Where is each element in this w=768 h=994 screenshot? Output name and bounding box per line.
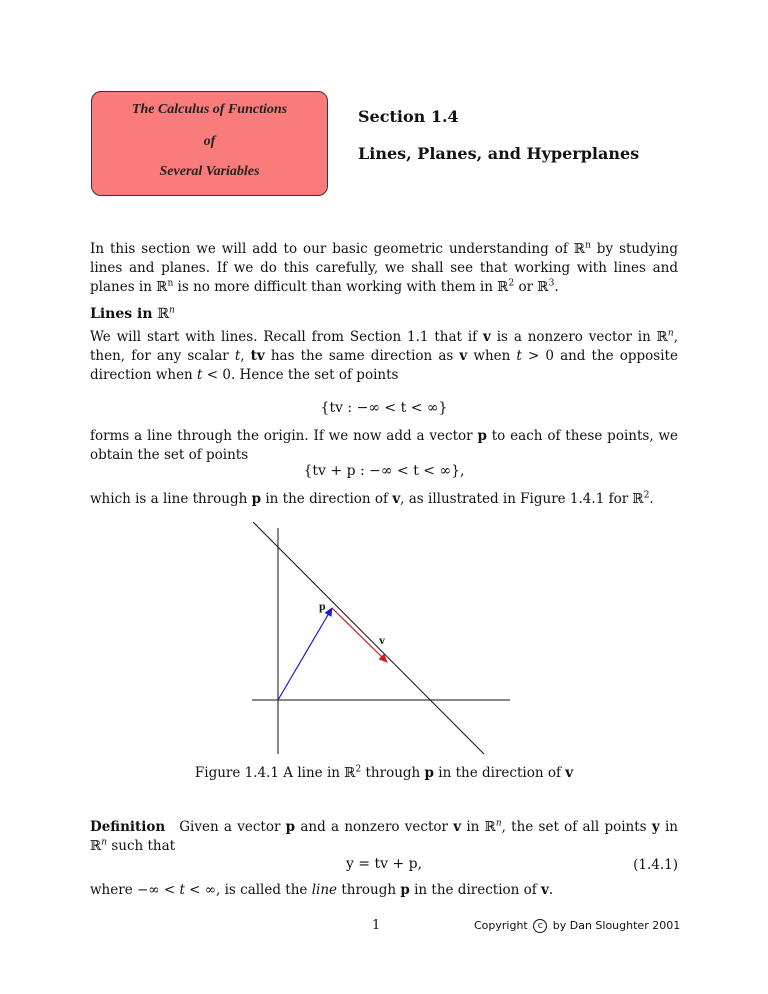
definition-paragraph: Definition Given a vector p and a nonzero vector v in ℝ$^n$, the set of all points y in ℝ$^n$ such that [90, 818, 678, 854]
section-title: Lines, Planes, and Hyperplanes [358, 144, 640, 163]
copyright-symbol: c [533, 919, 547, 933]
definition-label: Definition [90, 819, 166, 835]
set-equation-2: {tv + p : −∞ < t < ∞}, [303, 463, 465, 479]
figure-svg [240, 520, 530, 760]
figure-1-4-1 [240, 520, 530, 760]
title-box-line1: The Calculus of Functions [131, 102, 288, 117]
page-number: 1 [372, 918, 381, 933]
lines-heading: Lines in ℝ$^n$ [90, 305, 175, 322]
illustration-paragraph: which is a line through p in the direction of v, as illustrated in Figure 1.4.1 for ℝ$^2$. [90, 490, 654, 507]
label-v: v [379, 633, 385, 647]
equation-number: (1.4.1) [633, 857, 678, 873]
line-equation: y = tv + p, [345, 856, 423, 872]
section-number: Section 1.4 [358, 107, 459, 126]
set-equation-1: {tv : −∞ < t < ∞} [320, 400, 448, 416]
title-box-line3: Several Variables [159, 164, 260, 179]
intro-paragraph: In this section we will add to our basic geometric understanding of ℝ$^n$ by studying lines and planes. If we do this carefully, we shall see that working with lines and planes in ℝ$^n$ is no more difficult than working with them in ℝ$^2$ or ℝ$^3$. [90, 240, 678, 295]
label-p: p [319, 599, 326, 613]
lines-paragraph: We will start with lines. Recall from Section 1.1 that if v is a nonzero vector in ℝ$^n$, then, for any scalar t, tv has the same direction as v when t > 0 and the opposite direction when t < 0. Hence the set of points [90, 328, 678, 383]
figure-caption: Figure 1.4.1 A line in ℝ$^2$ through p in the direction of v [194, 764, 574, 781]
vector-p-arrow [278, 608, 332, 700]
copyright-notice: Copyright c by Dan Sloughter 2001 [474, 919, 681, 932]
line-definition-paragraph: where −∞ < t < ∞, is called the line through p in the direction of v. [90, 882, 554, 898]
title-box [91, 91, 328, 196]
title-box-line2: of [203, 134, 216, 149]
line-through-p [253, 522, 484, 754]
origin-paragraph: forms a line through the origin. If we now add a vector p to each of these points, we obtain the set of points [90, 428, 679, 463]
